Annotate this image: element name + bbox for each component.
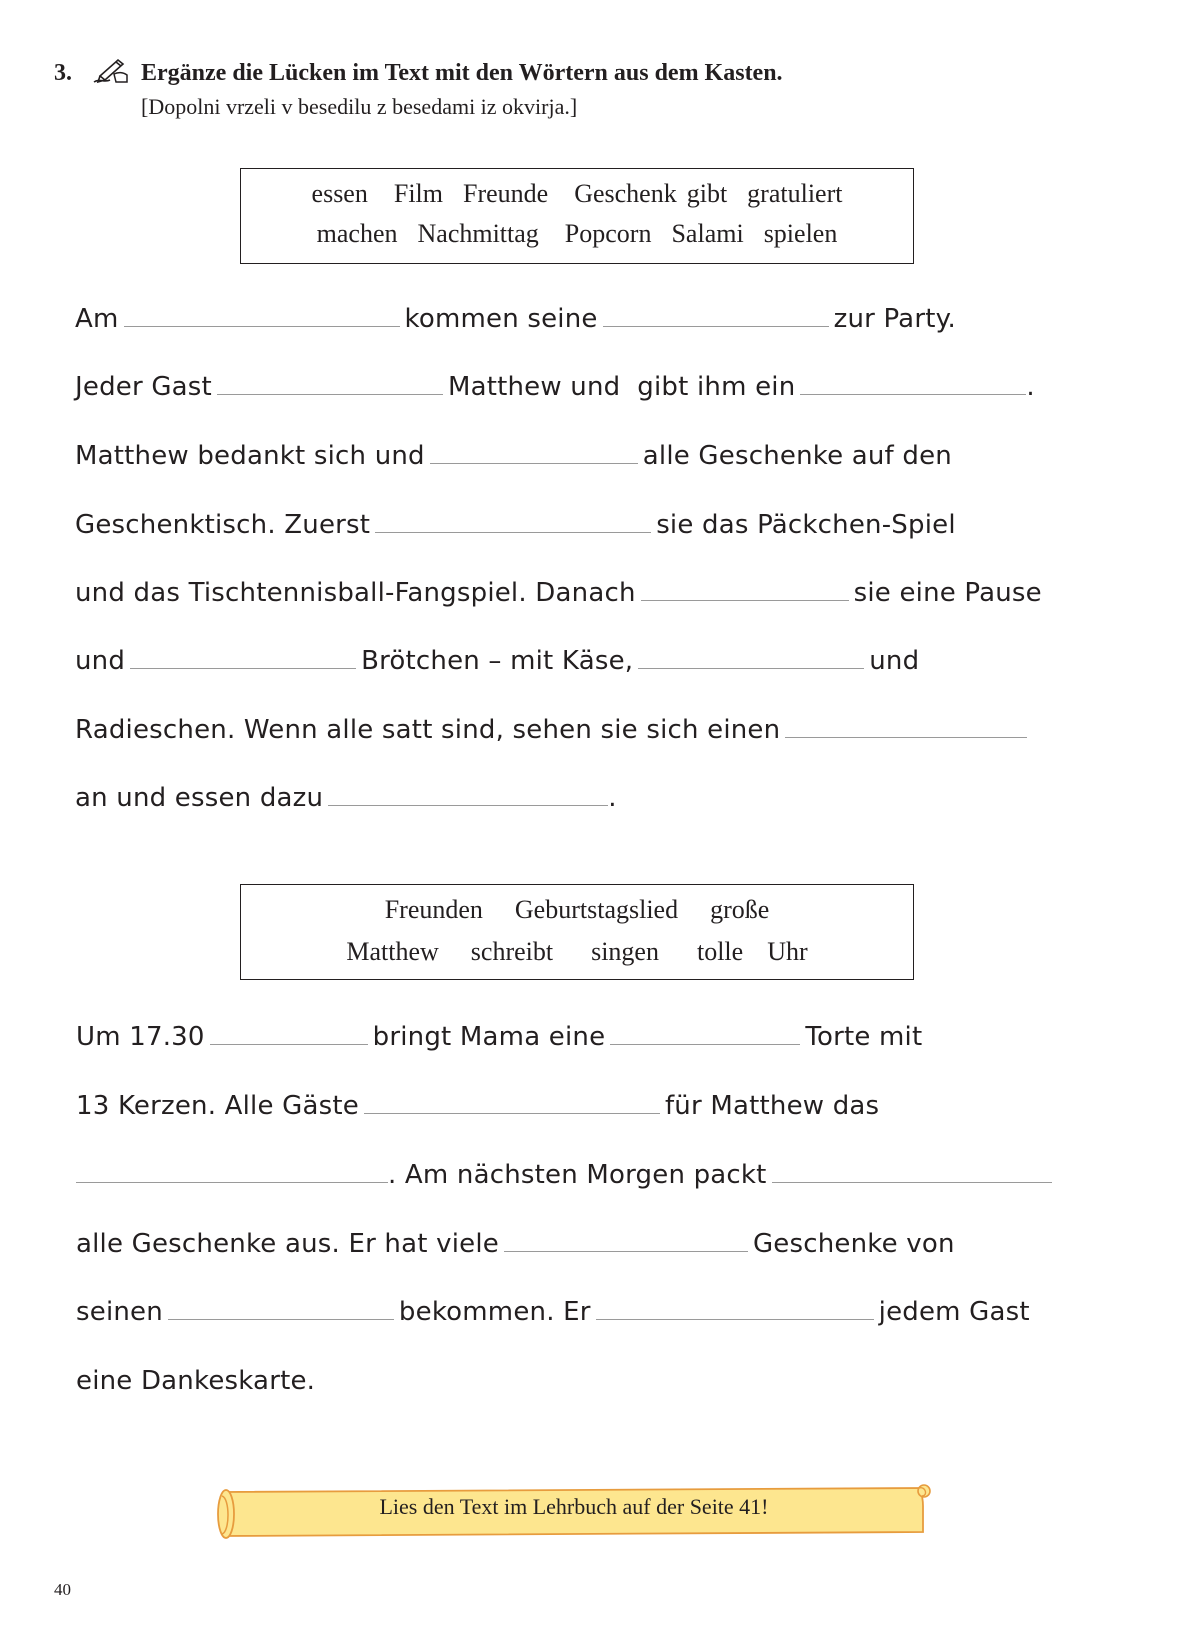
cloze-text-1-line [75, 441, 952, 471]
cloze-text-2-text: bekommen. Er [398, 1297, 591, 1327]
cloze-text-2-text: Geschenke von [752, 1229, 955, 1259]
cloze-text-2-text: für Matthew das [664, 1091, 880, 1121]
task-instruction: Ergänze die Lücken im Text mit den Wörtern aus dem Kasten. [141, 60, 783, 86]
word-box-2-word: Freunden [384, 895, 483, 924]
answer-blank[interactable] [638, 646, 864, 669]
cloze-text-1-line [75, 783, 617, 813]
answer-blank[interactable] [210, 1022, 368, 1045]
answer-blank[interactable] [130, 646, 356, 669]
cloze-text-1-text: und das Tischtennisball-Fangspiel. Danach [75, 578, 636, 608]
word-box-2-word: große [710, 895, 770, 924]
cloze-text-2-text: alle Geschenke aus. Er hat viele [76, 1229, 499, 1259]
cloze-text-1-line [75, 372, 1035, 402]
answer-blank[interactable] [430, 441, 638, 464]
answer-blank[interactable] [375, 510, 651, 533]
answer-blank[interactable] [217, 372, 443, 395]
cloze-text-1-line [75, 578, 1042, 608]
cloze-text-1-line [75, 715, 1032, 745]
word-box-1-word: Popcorn [564, 219, 652, 248]
answer-blank[interactable] [610, 1022, 800, 1045]
cloze-text-1-text: zur Party. [833, 304, 956, 334]
answer-blank[interactable] [641, 578, 849, 601]
cloze-text-2-text: jedem Gast [878, 1297, 1030, 1327]
word-box-1-row [241, 219, 913, 249]
cloze-text-1-text: alle Geschenke auf den [642, 441, 952, 471]
cloze-text-1-text: Matthew bedankt sich und [75, 441, 425, 471]
cloze-text-1-text: sie eine Pause [853, 578, 1042, 608]
cloze-text-1-text: und [75, 646, 126, 676]
word-box-1-word: Film [393, 179, 443, 208]
answer-blank[interactable] [603, 304, 829, 327]
word-box-2-word: tolle [696, 937, 744, 966]
word-box-1-word: gibt [686, 179, 728, 208]
cloze-text-1-text: . [1026, 372, 1035, 402]
cloze-text-1-line [75, 304, 956, 334]
word-box-1-word: machen [316, 219, 398, 248]
word-box-2-row [241, 895, 913, 925]
cloze-text-1-text: Matthew und gibt ihm ein [447, 372, 796, 402]
pencil-writing-icon [90, 56, 130, 86]
page-number: 40 [54, 1580, 71, 1599]
word-box-2 [240, 884, 914, 980]
cloze-text-1-text: und [869, 646, 920, 676]
word-box-1-word: Freunde [463, 179, 549, 208]
cloze-text-1-text: Radieschen. Wenn alle satt sind, sehen sie sich einen [75, 715, 781, 745]
cloze-text-1-text: sie das Päckchen-Spiel [656, 510, 956, 540]
word-box-2-row [241, 937, 913, 967]
word-box-1-word: Geschenk [574, 179, 677, 208]
cloze-text-1-text: Jeder Gast [75, 372, 212, 402]
banner-text: Lies den Text im Lehrbuch auf der Seite 41! [379, 1494, 769, 1519]
answer-blank[interactable] [596, 1297, 874, 1320]
cloze-text-1-text: Am [75, 304, 119, 334]
cloze-text-2-text: . Am nächsten Morgen packt [388, 1160, 767, 1190]
cloze-text-1-text: an und essen dazu [75, 783, 324, 813]
cloze-text-1-text: kommen seine [404, 304, 598, 334]
cloze-text-2-text: eine Dankeskarte. [76, 1366, 316, 1396]
cloze-text-1-line [75, 510, 956, 540]
cloze-text-1-text: Geschenktisch. Zuerst [75, 510, 371, 540]
answer-blank[interactable] [800, 372, 1026, 395]
cloze-text-2-line [76, 1022, 922, 1052]
cloze-text-2-line [76, 1091, 879, 1121]
task-number: 3. [54, 60, 72, 86]
cloze-text-2-text: seinen [76, 1297, 163, 1327]
cloze-text-2-line [76, 1229, 955, 1259]
answer-blank[interactable] [168, 1297, 394, 1320]
cloze-text-1-text: Brötchen – mit Käse, [361, 646, 634, 676]
word-box-2-word: Matthew [346, 937, 439, 966]
word-box-1-word: Nachmittag [417, 219, 539, 248]
word-box-1 [240, 168, 914, 264]
cloze-text-2-text: bringt Mama eine [372, 1022, 606, 1052]
word-box-1-word: gratuliert [747, 179, 843, 208]
answer-blank[interactable] [328, 783, 608, 806]
task-translation: [Dopolni vrzeli v besedilu z besedami iz okvirja.] [141, 94, 578, 119]
cloze-text-2-text: Um 17.30 [76, 1022, 205, 1052]
cloze-text-2-text: 13 Kerzen. Alle Gäste [76, 1091, 359, 1121]
word-box-1-word: Salami [671, 219, 744, 248]
answer-blank[interactable] [76, 1160, 388, 1183]
cloze-text-2-line [76, 1366, 315, 1396]
word-box-1-word: spielen [763, 219, 838, 248]
cloze-text-2-text: Torte mit [805, 1022, 923, 1052]
answer-blank[interactable] [124, 304, 400, 327]
cloze-text-2-line [76, 1297, 1030, 1327]
word-box-2-word: singen [591, 937, 659, 966]
cloze-text-1-text: . [608, 783, 617, 813]
answer-blank[interactable] [772, 1160, 1052, 1183]
cloze-text-1-line [75, 646, 919, 676]
answer-blank[interactable] [364, 1091, 660, 1114]
cloze-text-2-line [76, 1160, 1057, 1190]
word-box-2-word: Uhr [767, 937, 808, 966]
word-box-1-word: essen [311, 179, 368, 208]
answer-blank[interactable] [785, 715, 1027, 738]
word-box-1-row [241, 179, 913, 209]
word-box-2-word: schreibt [470, 937, 554, 966]
answer-blank[interactable] [504, 1229, 748, 1252]
word-box-2-word: Geburtstagslied [514, 895, 679, 924]
